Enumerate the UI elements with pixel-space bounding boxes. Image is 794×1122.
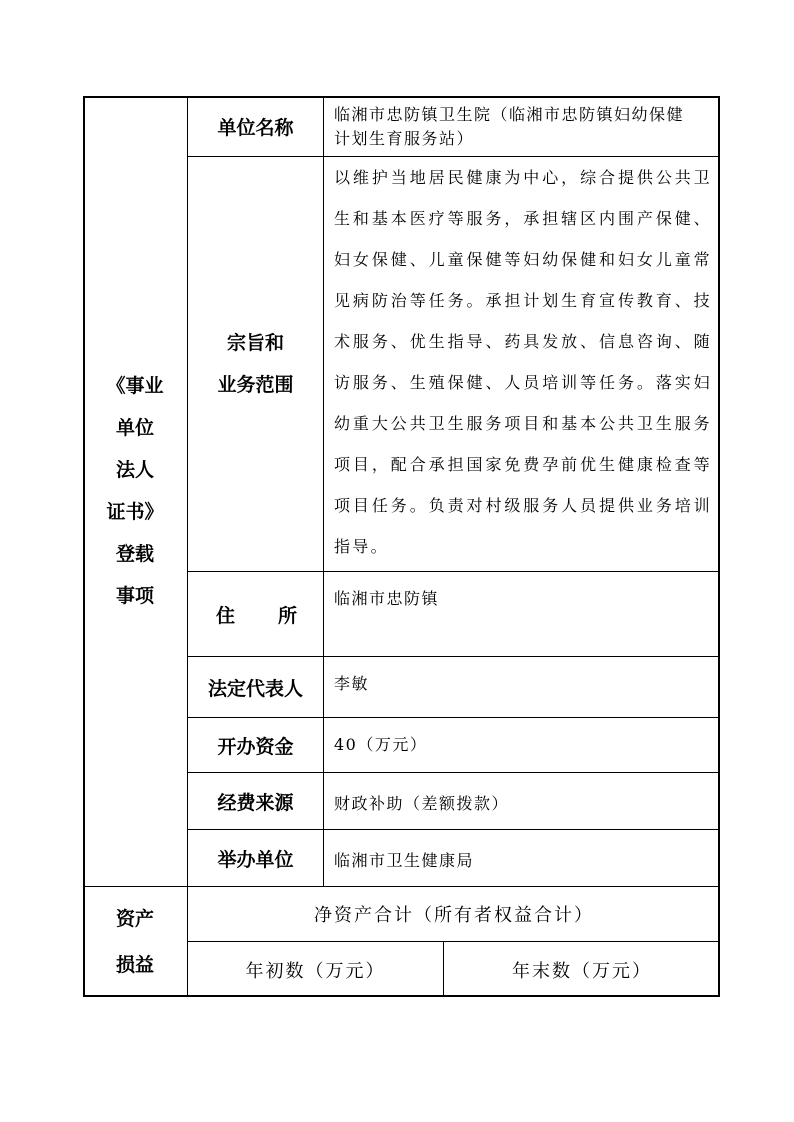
begin-year-column: 年初数（万元） [187,941,444,997]
organizer-value: 临湘市卫生健康局 [323,829,720,887]
funding-value: 财政补助（差额拨款） [323,772,720,830]
unit-name-label: 单位名称 [187,96,324,157]
legal-rep-label: 法定代表人 [187,656,324,718]
net-assets-header: 净资产合计（所有者权益合计） [187,886,720,942]
organizer-label: 举办单位 [187,829,324,887]
end-year-column: 年末数（万元） [443,941,720,997]
legal-rep-value: 李敏 [323,656,720,718]
purpose-value: 以维护当地居民健康为中心，综合提供公共卫生和基本医疗等服务，承担辖区内围产保健、妇女保健、儿童保健等妇幼保健和妇女儿童常见病防治等任务。承担计划生育宣传教育、技术服务、优生指导、药具发放、信息咨询、随访服务、生殖保健、人员培训等任务。落实妇幼重大公共卫生服务项目和基本公共卫生服务项目，配合承担国家免费孕前优生健康检查等项目任务。负责对村级服务人员提供业务培训指导。 [334,168,712,556]
capital-value: 40（万元） [323,717,720,773]
assets-section-label: 资产 损益 [83,886,188,997]
purpose-label: 宗旨和 业务范围 [187,156,324,572]
unit-name-value: 临湘市忠防镇卫生院（临湘市忠防镇妇幼保健 计划生育服务站） [323,96,720,157]
address-value: 临湘市忠防镇 [323,571,720,657]
funding-label: 经费来源 [187,772,324,830]
capital-label: 开办资金 [187,717,324,773]
registry-section-label: 《事业 单位 法人 证书》 登载 事项 [106,375,164,607]
address-label: 住 所 [187,571,324,657]
registry-section-label-cell [83,96,188,886]
